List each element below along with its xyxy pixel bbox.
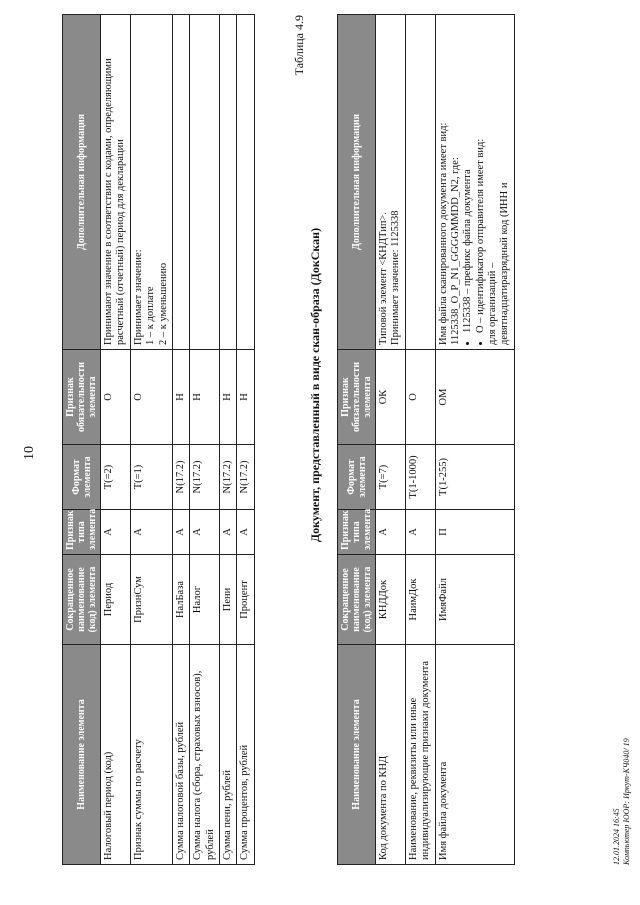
table-title: Документ, представленный в виде скан-образа (ДокСкан) [308,227,322,543]
cell-info [130,15,172,350]
info-bullet: • О – идентификатор отправителя имеет вид: [475,19,487,333]
table-caption: Таблица 4.9 [292,15,306,76]
header-required: Признак обязательности элемента [338,350,376,445]
table-row [101,15,131,865]
cell-format: T(1-255) [435,445,514,510]
table-row [172,15,189,865]
cell-type: А [405,510,435,555]
cell-name: Налоговый период (код) [101,645,131,865]
cell-info [172,15,189,350]
cell-name: Сумма налога (сбора, страховых взносов), рублей [190,645,220,865]
cell-format: N(17.2) [220,445,237,510]
cell-required: О [101,350,131,445]
header-code: Сокращенное наименование (код) элемента [338,555,376,645]
cell-code: ПризнСум [130,555,172,645]
info-intro: Имя файла сканированного документа имеет вид: [437,122,449,345]
cell-info [405,15,435,350]
cell-format: T(=1) [130,445,172,510]
cell-type: А [220,510,237,555]
footer-date: 12.01.2024 16:45 [612,808,621,865]
cell-type: А [130,510,172,555]
cell-type: П [435,510,514,555]
table-row [405,15,435,865]
table-row [190,15,220,865]
cell-format: N(17.2) [190,445,220,510]
cell-required: Н [237,350,254,445]
cell-type: А [172,510,189,555]
cell-code: ИмяФайл [435,555,514,645]
cell-required: Н [220,350,237,445]
cell-required: Н [172,350,189,445]
header-format: Формат элемента [63,445,101,510]
cell-type: А [190,510,220,555]
cell-format: N(17.2) [172,445,189,510]
header-name: Наименование элемента [338,645,376,865]
cell-code: Пени [220,555,237,645]
info-line: Типовой элемент <КНДТип>. [378,212,389,345]
cell-name: Признак суммы по расчету [130,645,172,865]
info-line: Принимает значение: [132,249,144,345]
cell-code: КНДДок [376,555,406,645]
header-code: Сокращенное наименование (код) элемента [63,555,101,645]
cell-required: ОК [376,350,406,445]
info-line: 2 – к уменьшению [157,262,169,345]
cell-code: Процент [237,555,254,645]
page-number: 10 [22,446,37,460]
table-row [220,15,237,865]
cell-name: Сумма пени, рублей [220,645,237,865]
info-line: девятнадцатиразрядный код (ИНН и [499,182,511,345]
cell-name: Код документа по КНД [376,645,406,865]
info-line: 1 – к доплате [145,286,157,345]
header-type: Признак типа элемента [63,510,101,555]
table-elements-1 [62,14,255,865]
header-name: Наименование элемента [63,645,101,865]
cell-info [435,15,514,350]
cell-info [376,15,406,350]
header-required: Признак обязательности элемента [63,350,101,445]
header-info: Дополнительная информация [63,15,101,350]
table-header-row [338,15,376,865]
cell-type: А [101,510,131,555]
cell-info: Принимают значение в соответствии с кодами, определяющими расчетный (отчетный) период для декларации [101,15,131,350]
cell-required: ОМ [435,350,514,445]
cell-format: N(17.2) [237,445,254,510]
info-bullet: • 1125338 – префикс файла документа [462,19,474,333]
cell-required: Н [190,350,220,445]
footer-stamp [612,738,631,865]
cell-required: О [130,350,172,445]
cell-required: О [405,350,435,445]
cell-type: А [237,510,254,555]
cell-code: Налог [190,555,220,645]
cell-format: T(1-1000) [405,445,435,510]
cell-info [220,15,237,350]
table-row [130,15,172,865]
table-row [237,15,254,865]
header-info: Дополнительная информация [338,15,376,350]
info-pattern: 1125338_O_P_N1_GGGGMMDD_N2, где: [449,157,461,345]
cell-code: Период [101,555,131,645]
header-type: Признак типа элемента [338,510,376,555]
cell-format: T(=2) [101,445,131,510]
info-bullets [462,19,487,345]
cell-format: T(=7) [376,445,406,510]
header-format: Формат элемента [338,445,376,510]
cell-type: А [376,510,406,555]
cell-info [190,15,220,350]
cell-info [237,15,254,350]
cell-name: Сумма процентов, рублей [237,645,254,865]
cell-name: Наименование, реквизиты или иные индивидуализирующие признаки документа [405,645,435,865]
cell-name: Сумма налоговой базы, рублей [172,645,189,865]
info-line: Принимает значение: 1125338 [390,210,402,345]
table-elements-2 [337,14,515,865]
table-row [376,15,406,865]
footer-computer: Компьютер ЮОР: Иркут-КЧ040/ 19 [621,738,631,865]
cell-code: НаимДок [405,555,435,645]
info-line: для организаций – [487,262,498,345]
table-row [435,15,514,865]
cell-code: НалБаза [172,555,189,645]
table-header-row [63,15,101,865]
cell-name: Имя файла документа [435,645,514,865]
